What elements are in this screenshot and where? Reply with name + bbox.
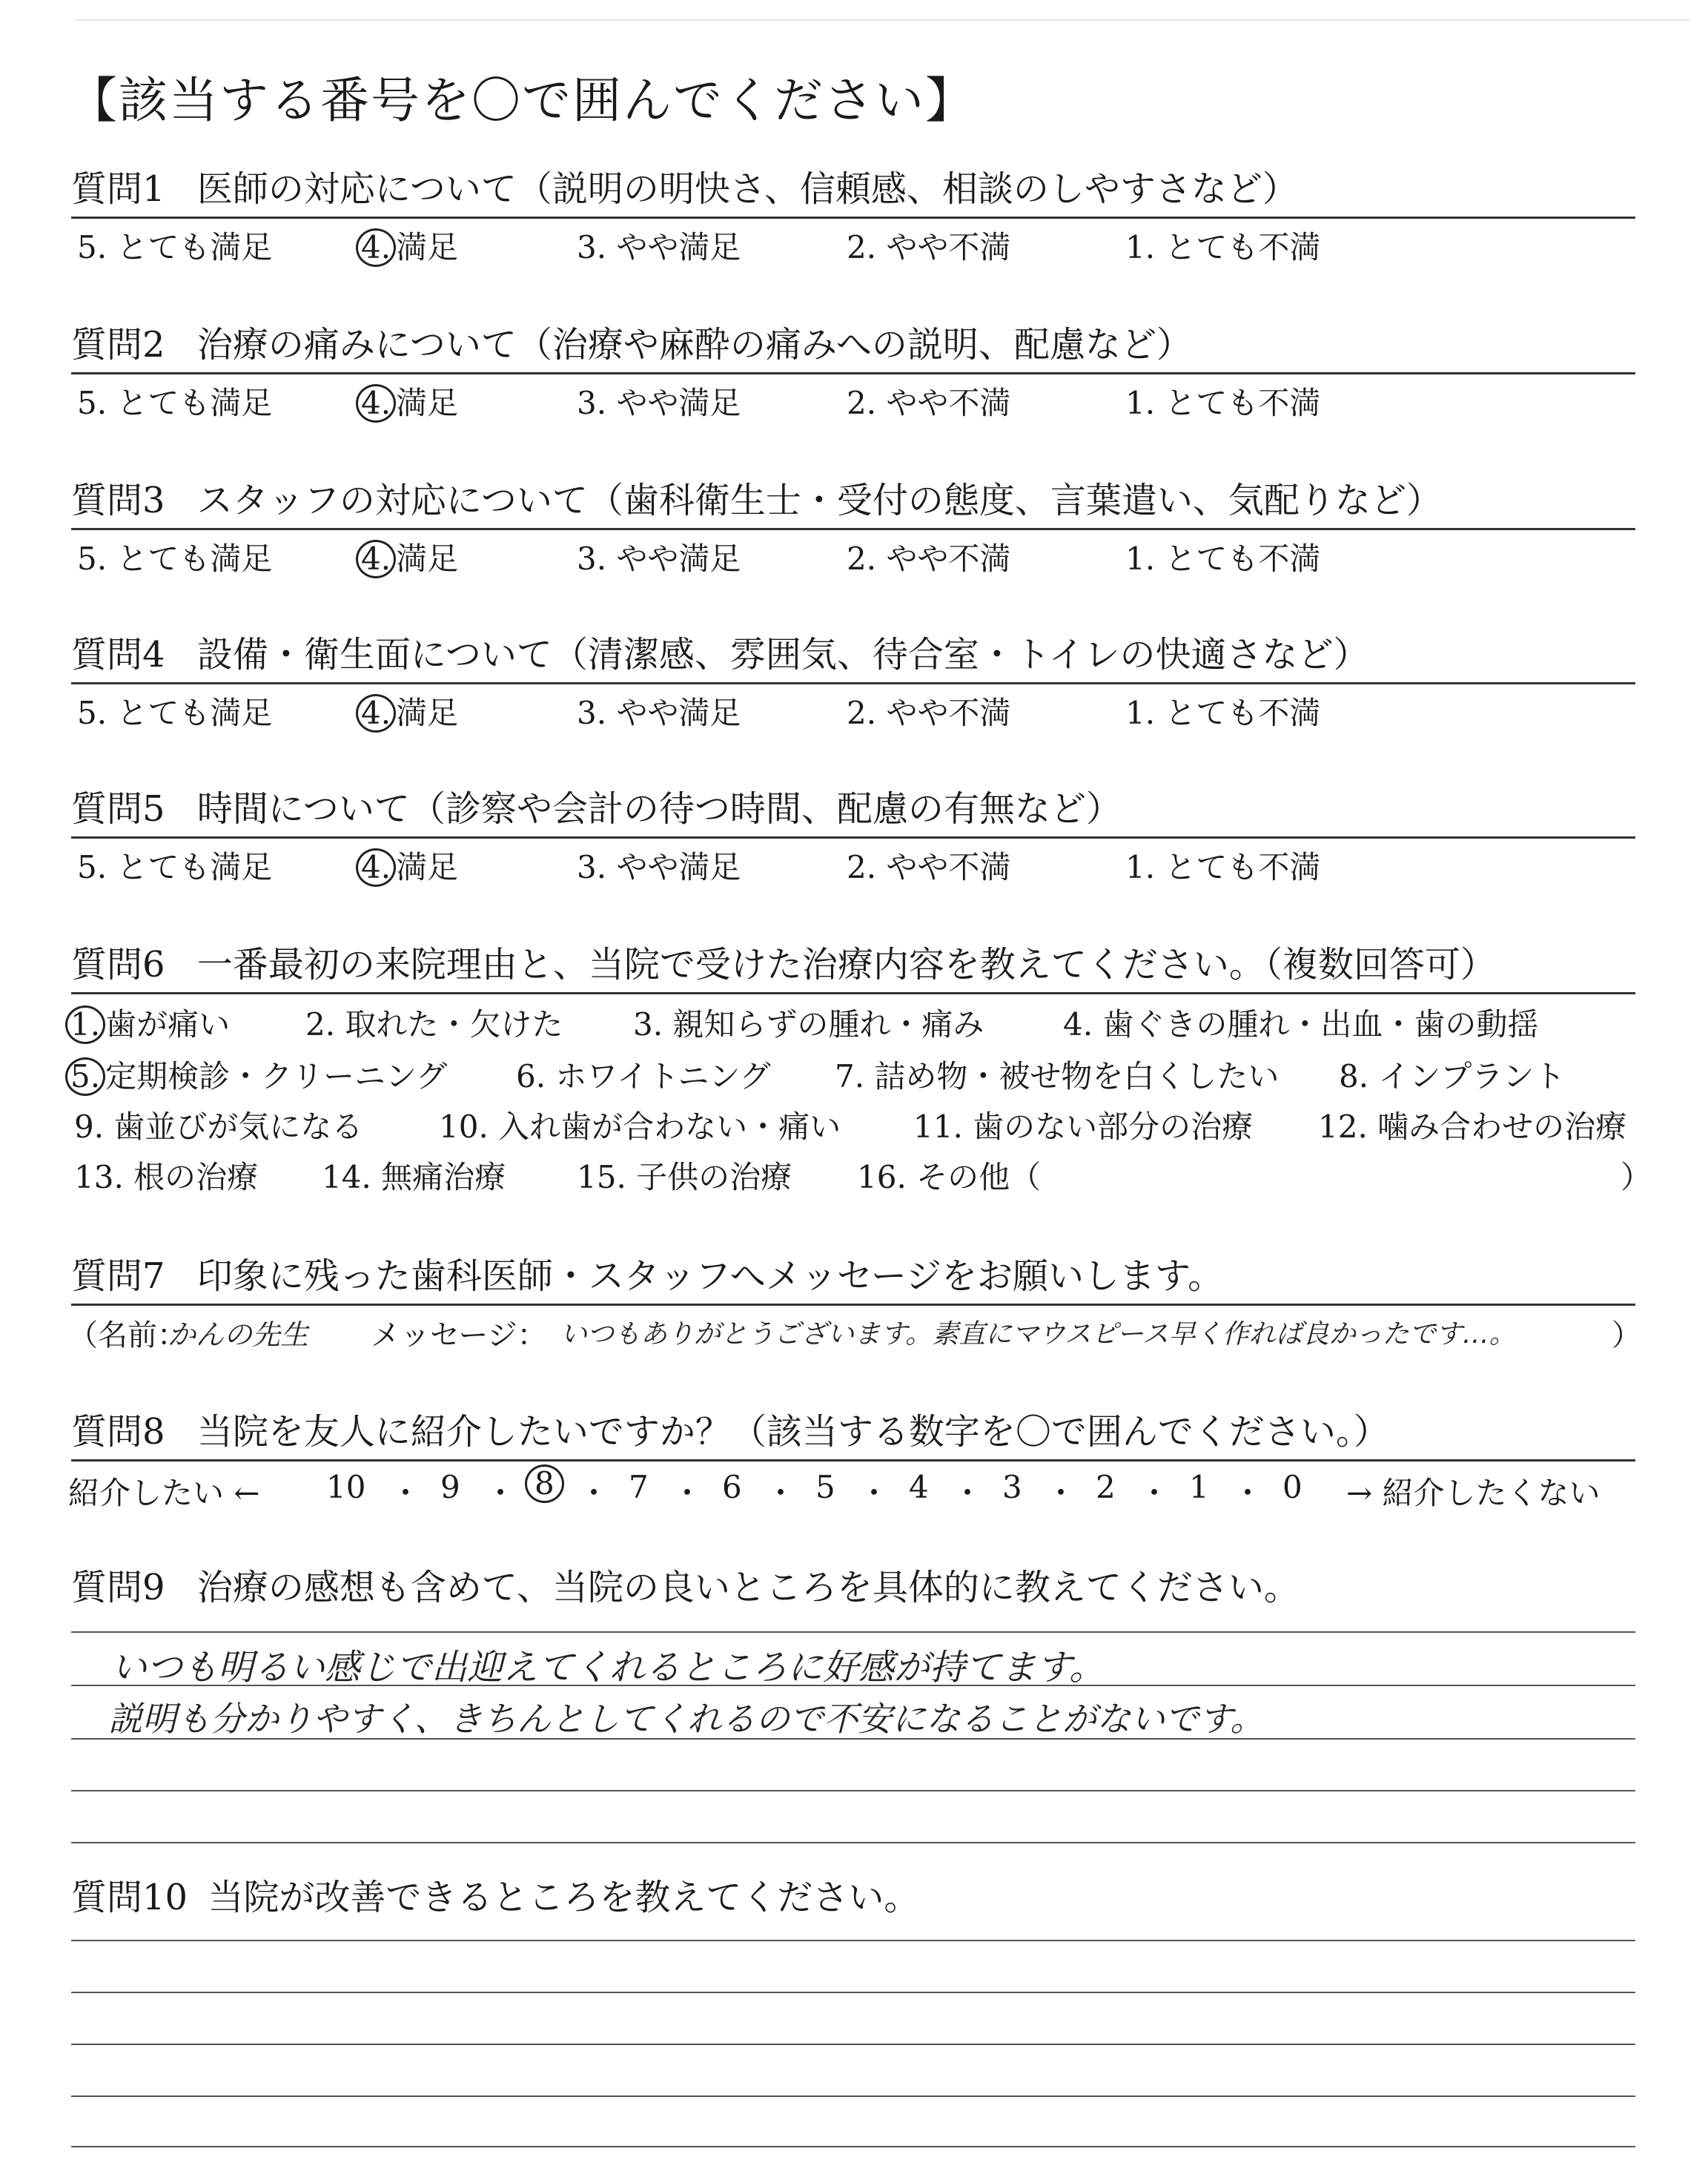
question-6-heading — [71, 942, 1635, 988]
option-2-somewhat-dissatisfied[interactable]: 2. やや不満 — [847, 541, 1011, 577]
dot-separator: ・ — [1045, 1475, 1077, 1511]
recommend-left-label: 紹介したい ← — [68, 1475, 260, 1511]
question-1-label: 質問1 — [71, 168, 165, 210]
selected-circle: 4. — [356, 694, 396, 733]
message-value[interactable]: いつもありがとうございます。素直にマウスピース早く作れば良かったです…。 — [560, 1319, 1516, 1350]
option-4-satisfied[interactable] — [356, 843, 458, 888]
question-9-label: 質問9 — [71, 1567, 165, 1608]
score-1[interactable]: 1 — [1189, 1469, 1209, 1505]
score-3[interactable]: 3 — [1002, 1469, 1022, 1505]
answer-line — [71, 1992, 1635, 1993]
question-3-heading — [71, 478, 1635, 524]
answer-line — [71, 2044, 1635, 2045]
option-4-label: 満足 — [396, 541, 459, 577]
name-value[interactable]: かんの先生 — [168, 1318, 309, 1351]
name-label: （名前： — [68, 1318, 187, 1353]
question-4-text: 設備・衛生面について（清潔感、雰囲気、待合室・トイレの快適さなど） — [196, 634, 1369, 676]
score-9[interactable]: 9 — [440, 1469, 460, 1505]
question-4-heading — [71, 632, 1635, 678]
selected-circle: 1. — [65, 1005, 105, 1044]
question-7-label: 質問7 — [71, 1255, 165, 1297]
recommend-scale — [68, 1462, 1635, 1511]
reason-1-label: 歯が痛い — [105, 1006, 231, 1043]
option-2-somewhat-dissatisfied[interactable]: 2. やや不満 — [847, 229, 1011, 265]
question-2-text: 治療の痛みについて（治療や麻酔の痛みへの説明、配慮など） — [196, 324, 1192, 366]
question-4-label: 質問4 — [71, 634, 165, 676]
other-close-paren: ） — [1621, 1159, 1652, 1195]
question-6-text: 一番最初の来院理由と、当院で受けた治療内容を教えてください。（複数回答可） — [196, 944, 1496, 985]
option-4-label: 満足 — [396, 229, 459, 265]
reason-8-implant[interactable]: 8. インプラント — [1339, 1058, 1566, 1094]
question-8 — [68, 1409, 1635, 1511]
reason-9-alignment[interactable]: 9. 歯並びが気になる — [74, 1109, 363, 1145]
question-3-label: 質問3 — [71, 480, 165, 521]
selected-circle: 8 — [525, 1464, 564, 1503]
option-3-somewhat-satisfied[interactable]: 3. やや満足 — [577, 385, 741, 421]
score-4[interactable]: 4 — [909, 1469, 929, 1505]
selected-circle: 4. — [356, 540, 396, 578]
reason-16-other[interactable]: 16. その他（ — [857, 1159, 1042, 1195]
reason-11-missing-teeth[interactable]: 11. 歯のない部分の治療 — [913, 1109, 1254, 1145]
question-2-label: 質問2 — [71, 324, 165, 366]
option-4-satisfied[interactable] — [356, 379, 458, 423]
question-1 — [71, 166, 1635, 263]
option-4-label: 満足 — [396, 385, 459, 421]
reason-7-white-fillings[interactable]: 7. 詰め物・被せ物を白くしたい — [835, 1058, 1280, 1094]
answer-line — [71, 1842, 1635, 1843]
page-title: 【該当する番号を〇で囲んでください】 — [68, 72, 976, 129]
reason-5-checkup[interactable] — [65, 1052, 447, 1097]
answer-line — [71, 2095, 1635, 2097]
option-5-very-satisfied[interactable]: 5. とても満足 — [77, 385, 273, 421]
selected-circle: 4. — [356, 384, 396, 423]
score-8-selected[interactable] — [525, 1464, 564, 1503]
option-1-very-dissatisfied[interactable]: 1. とても不満 — [1125, 849, 1321, 885]
reason-14-painless[interactable]: 14. 無痛治療 — [322, 1159, 506, 1195]
question-6 — [70, 942, 1652, 1209]
option-5-very-satisfied[interactable]: 5. とても満足 — [77, 541, 273, 577]
option-3-somewhat-satisfied[interactable]: 3. やや満足 — [577, 541, 741, 577]
question-8-heading — [71, 1409, 1635, 1455]
question-4 — [71, 632, 1635, 729]
dot-separator: ・ — [390, 1475, 422, 1511]
option-2-somewhat-dissatisfied[interactable]: 2. やや不満 — [847, 695, 1011, 731]
question-7 — [68, 1253, 1641, 1353]
option-4-label: 満足 — [396, 849, 459, 885]
question-9-text: 治療の感想も含めて、当院の良いところを具体的に教えてください。 — [196, 1567, 1300, 1608]
option-4-satisfied[interactable] — [356, 223, 458, 268]
question-6-label: 質問6 — [71, 944, 165, 985]
question-8-text: 当院を友人に紹介したいですか？（該当する数字を〇で囲んでください。） — [196, 1411, 1389, 1453]
option-2-somewhat-dissatisfied[interactable]: 2. やや不満 — [847, 385, 1011, 421]
recommend-right-label: → 紹介したくない — [1346, 1475, 1601, 1511]
selected-circle: 5. — [65, 1057, 105, 1096]
question-2-options — [71, 374, 1635, 419]
option-3-somewhat-satisfied[interactable]: 3. やや満足 — [577, 229, 741, 265]
question-10-text: 当院が改善できるところを教えてください。 — [208, 1877, 920, 1918]
score-5[interactable]: 5 — [815, 1469, 835, 1505]
option-4-satisfied[interactable] — [356, 689, 458, 733]
answer-line — [71, 2146, 1635, 2147]
dot-separator: ・ — [578, 1475, 610, 1511]
dot-separator: ・ — [672, 1475, 704, 1511]
message-label: メッセージ： — [371, 1318, 547, 1353]
question-7-text: 印象に残った歯科医師・スタッフへメッセージをお願いします。 — [196, 1255, 1224, 1297]
question-1-text: 医師の対応について（説明の明快さ、信頼感、相談のしやすさなど） — [196, 168, 1298, 210]
option-1-very-dissatisfied[interactable]: 1. とても不満 — [1125, 385, 1321, 421]
reason-13-root[interactable]: 13. 根の治療 — [74, 1159, 259, 1195]
reason-1-toothache[interactable] — [65, 1000, 230, 1045]
score-6[interactable]: 6 — [722, 1469, 742, 1505]
dot-separator: ・ — [1232, 1475, 1264, 1511]
question-3-text: スタッフの対応について（歯科衛生士・受付の態度、言葉遣い、気配りなど） — [196, 480, 1442, 521]
option-1-very-dissatisfied[interactable]: 1. とても不満 — [1125, 229, 1321, 265]
question-7-heading — [71, 1253, 1635, 1299]
selected-circle: 4. — [356, 848, 396, 887]
dot-separator: ・ — [858, 1475, 890, 1511]
score-10[interactable]: 10 — [326, 1469, 366, 1505]
answer-line — [71, 1940, 1635, 1941]
option-2-somewhat-dissatisfied[interactable]: 2. やや不満 — [847, 849, 1011, 885]
option-4-label: 満足 — [396, 695, 459, 731]
option-5-very-satisfied[interactable]: 5. とても満足 — [77, 849, 273, 885]
question-1-options — [71, 219, 1635, 263]
question-8-label: 質問8 — [71, 1411, 165, 1453]
reason-5-label: 定期検診・クリーニング — [105, 1058, 448, 1094]
option-4-satisfied[interactable] — [356, 535, 458, 579]
answer-9-line-2[interactable]: 説明も分かりやすく、きちんとしてくれるので不安になることがないです。 — [108, 1699, 1265, 1739]
dot-separator: ・ — [1139, 1475, 1171, 1511]
question-7-message-row — [68, 1306, 1641, 1353]
dot-separator: ・ — [485, 1475, 517, 1511]
answer-9-line-1[interactable]: いつも明るい感じで出迎えてくれるところに好感が持てます。 — [111, 1647, 1105, 1688]
message-close-paren: ） — [1612, 1318, 1641, 1353]
score-2[interactable]: 2 — [1096, 1469, 1116, 1505]
score-7[interactable]: 7 — [629, 1469, 649, 1505]
reason-2-broken[interactable]: 2. 取れた・欠けた — [305, 1006, 563, 1043]
question-4-options — [71, 684, 1635, 729]
dot-separator: ・ — [765, 1475, 797, 1511]
reason-10-dentures[interactable]: 10. 入れ歯が合わない・痛い — [439, 1109, 841, 1145]
question-5-options — [71, 839, 1635, 883]
answer-line — [71, 1790, 1635, 1791]
option-3-somewhat-satisfied[interactable]: 3. やや満足 — [577, 849, 741, 885]
reason-6-whitening[interactable]: 6. ホワイトニング — [516, 1058, 771, 1094]
question-2-heading — [71, 322, 1635, 368]
question-5-heading — [71, 786, 1635, 832]
top-border — [74, 19, 1690, 21]
question-6-options — [70, 994, 1652, 1209]
option-5-very-satisfied[interactable]: 5. とても満足 — [77, 695, 273, 731]
question-5 — [71, 786, 1635, 883]
option-3-somewhat-satisfied[interactable]: 3. やや満足 — [577, 695, 741, 731]
question-10 — [71, 1875, 1635, 1920]
question-10-label: 質問10 — [71, 1877, 188, 1918]
question-1-heading — [71, 166, 1635, 212]
question-5-label: 質問5 — [71, 788, 165, 830]
question-2 — [71, 322, 1635, 419]
reason-4-gum[interactable]: 4. 歯ぐきの腫れ・出血・歯の動揺 — [1063, 1006, 1539, 1043]
option-1-very-dissatisfied[interactable]: 1. とても不満 — [1125, 695, 1321, 731]
question-9 — [71, 1565, 1635, 1611]
option-1-very-dissatisfied[interactable]: 1. とても不満 — [1125, 541, 1321, 577]
question-9-heading — [71, 1565, 1635, 1611]
reason-12-bite[interactable]: 12. 噛み合わせの治療 — [1318, 1109, 1627, 1145]
selected-circle: 4. — [356, 228, 396, 267]
question-3-options — [71, 530, 1635, 575]
reason-15-children[interactable]: 15. 子供の治療 — [577, 1159, 792, 1195]
option-5-very-satisfied[interactable]: 5. とても満足 — [77, 229, 273, 265]
question-10-heading — [71, 1875, 1635, 1920]
reason-3-wisdom-tooth[interactable]: 3. 親知らずの腫れ・痛み — [633, 1006, 984, 1043]
question-5-text: 時間について（診察や会計の待つ時間、配慮の有無など） — [196, 788, 1122, 830]
dot-separator: ・ — [952, 1475, 984, 1511]
answer-line — [71, 1631, 1635, 1633]
question-3 — [71, 478, 1635, 575]
score-0[interactable]: 0 — [1282, 1469, 1302, 1505]
